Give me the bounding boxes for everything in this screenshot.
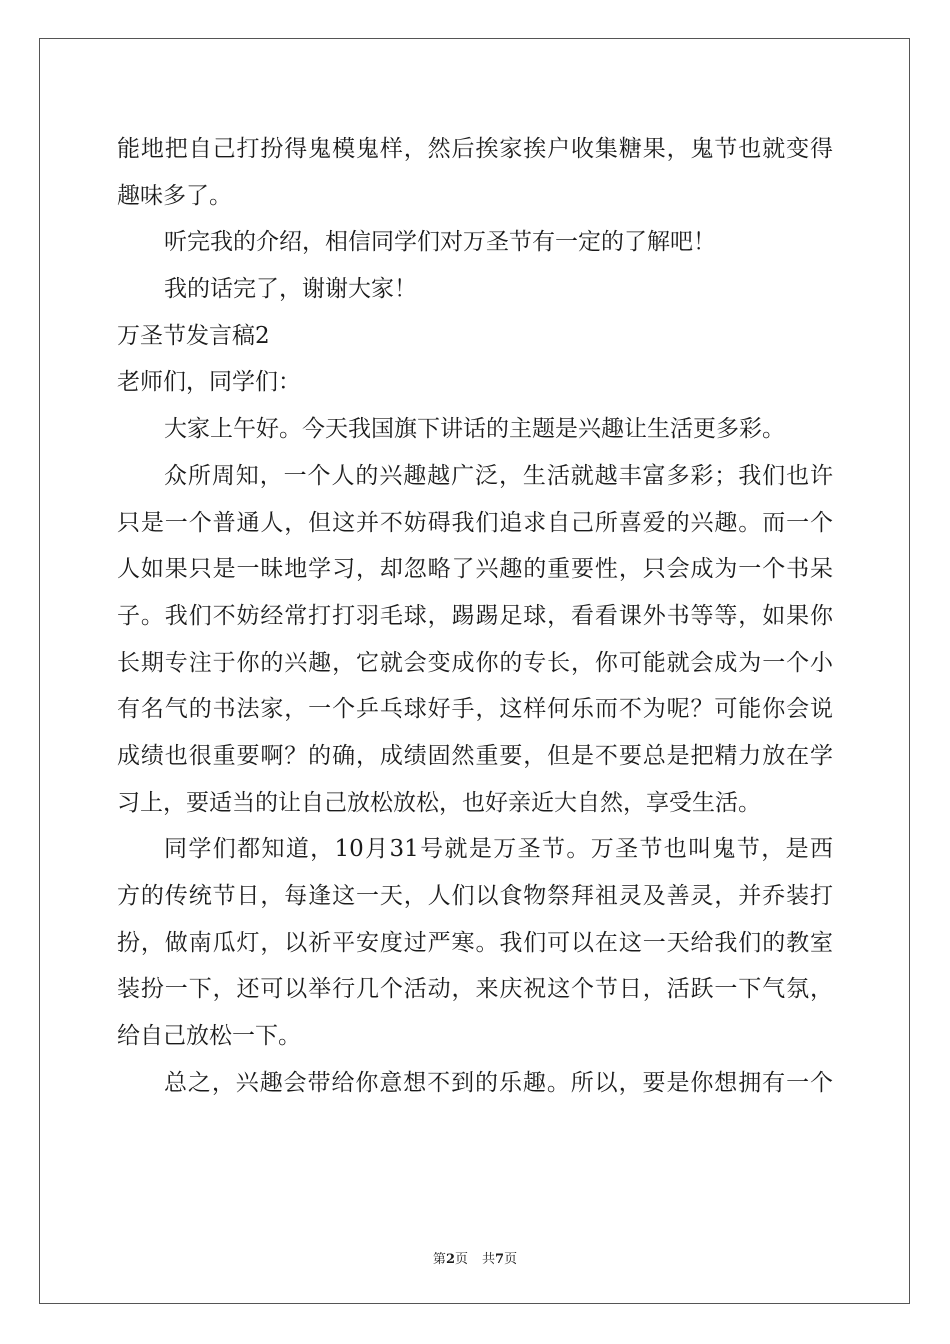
text-line: 有名气的书法家，一个乒乓球好手，这样何乐而不为呢？可能你会说 (117, 696, 833, 723)
text-line: 子。我们不妨经常打打羽毛球，踢踢足球，看看课外书等等，如果你 (117, 602, 833, 629)
paragraph-start: 众所周知，一个人的兴趣越广泛，生活就越丰富多彩；我们也许 (164, 462, 833, 489)
paragraph-start: 大家上午好。今天我国旗下讲话的主题是兴趣让生活更多彩。 (164, 416, 785, 443)
paragraph-start: 我的话完了，谢谢大家！ (164, 276, 417, 303)
text-line: 长期专注于你的兴趣，它就会变成你的专长，你可能就会成为一个小 (117, 649, 833, 676)
text-line: 人如果只是一昧地学习，却忽略了兴趣的重要性，只会成为一个书呆 (117, 556, 833, 583)
text-line: 给自己放松一下。 (117, 1023, 301, 1050)
salutation: 老师们，同学们： (117, 369, 301, 396)
text-line: 趣味多了。 (117, 182, 232, 209)
text-line: 习上，要适当的让自己放松放松，也好亲近大自然，享受生活。 (117, 789, 761, 816)
paragraph-start: 听完我的介绍，相信同学们对万圣节有一定的了解吧！ (164, 229, 716, 256)
footer-total-suffix: 页 (504, 1252, 518, 1267)
text-line: 方的传统节日，每逢这一天，人们以食物祭拜祖灵及善灵，并乔装打 (117, 883, 833, 909)
page-footer (0, 1248, 950, 1267)
text-line: 只是一个普通人，但这并不妨碍我们追求自己所喜爱的兴趣。而一个 (117, 509, 833, 536)
paragraph-start: 同学们都知道，10月31号就是万圣节。万圣节也叫鬼节，是西 (164, 836, 833, 863)
total-page-count: 7 (495, 1252, 505, 1267)
text-line: 扮，做南瓜灯，以祈平安度过严寒。我们可以在这一天给我们的教室 (117, 929, 833, 956)
footer-total-prefix: 共 (482, 1252, 496, 1267)
footer-page-prefix: 第 (432, 1252, 446, 1267)
text-line: 装扮一下，还可以举行几个活动，来庆祝这个节日，活跃一下气氛， (117, 976, 833, 1003)
footer-page-suffix: 页 (454, 1252, 468, 1267)
text-line: 能地把自己打扮得鬼模鬼样，然后挨家挨户收集糖果，鬼节也就变得 (117, 136, 833, 162)
section-title: 万圣节发言稿2 (117, 322, 270, 349)
document-body (117, 126, 833, 1106)
current-page-number: 2 (445, 1252, 455, 1267)
text-line: 成绩也很重要啊？的确，成绩固然重要，但是不要总是把精力放在学 (117, 742, 833, 769)
paragraph-start: 总之，兴趣会带给你意想不到的乐趣。所以，要是你想拥有一个 (164, 1069, 833, 1096)
